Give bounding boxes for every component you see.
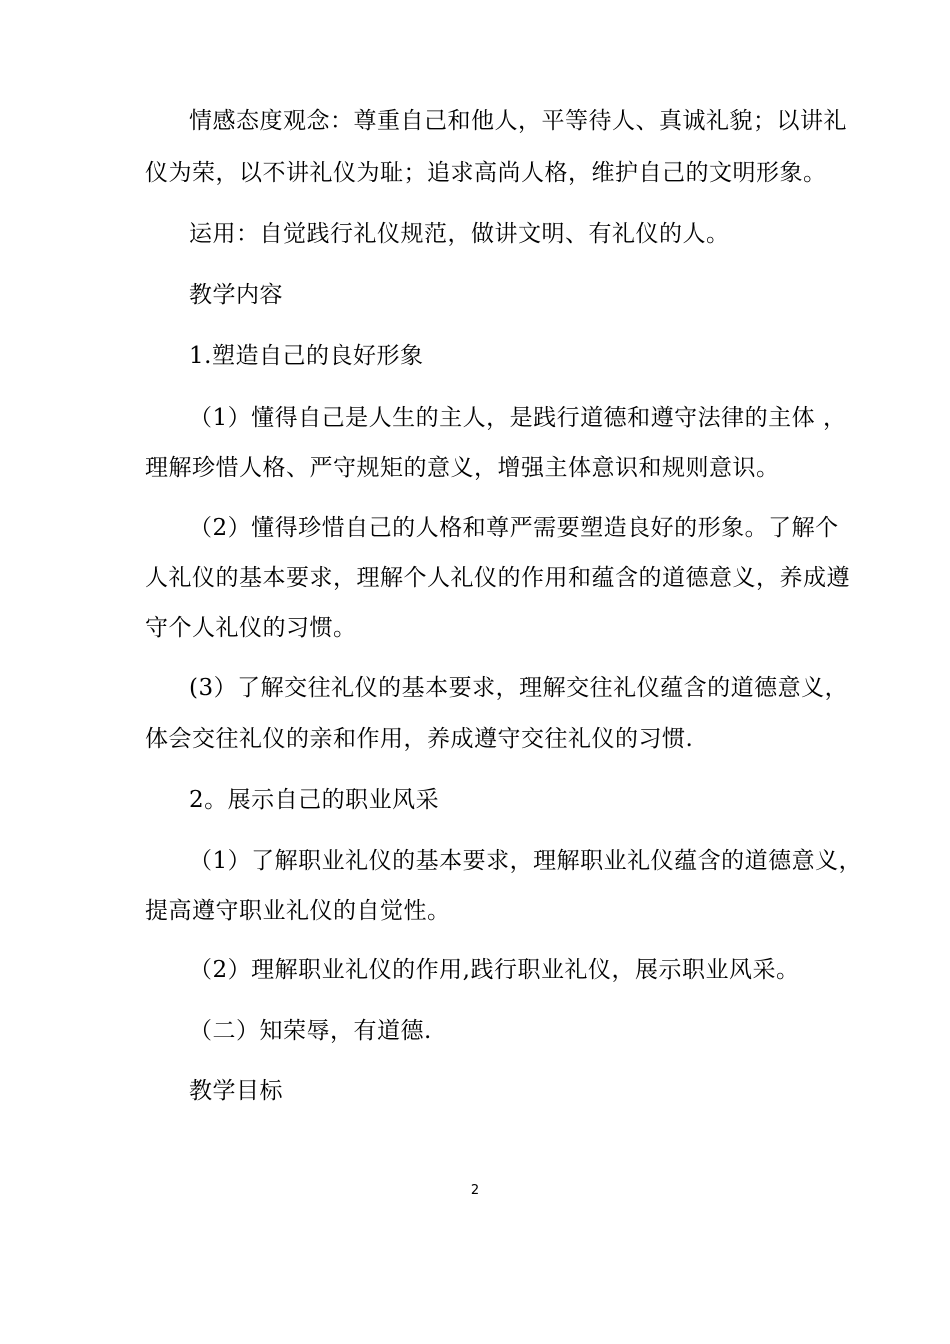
paragraph-line: （1）懂得自己是人生的主人，是践行道德和遵守法律的主体 ， bbox=[189, 405, 847, 431]
paragraph-line: 人礼仪的基本要求，理解个人礼仪的作用和蕴含的道德意义，养成遵 bbox=[145, 565, 850, 591]
paragraph-line: （1）了解职业礼仪的基本要求，理解职业礼仪蕴含的道德意义， bbox=[189, 848, 863, 874]
section-heading: 教学目标 bbox=[189, 1078, 283, 1104]
paragraph-line: 提高遵守职业礼仪的自觉性。 bbox=[145, 898, 451, 924]
paragraph-line: 运用：自觉践行礼仪规范，做讲文明、有礼仪的人。 bbox=[189, 221, 730, 247]
section-heading: （二）知荣辱，有道德. bbox=[189, 1018, 432, 1044]
paragraph-line: 理解珍惜人格、严守规矩的意义，增强主体意识和规则意识。 bbox=[145, 455, 780, 481]
subsection-heading: 1.塑造自己的良好形象 bbox=[189, 343, 424, 369]
paragraph-line: （2）理解职业礼仪的作用,践行职业礼仪，展示职业风采。 bbox=[189, 957, 800, 983]
paragraph-line: 体会交往礼仪的亲和作用，养成遵守交往礼仪的习惯. bbox=[145, 726, 694, 752]
section-heading: 教学内容 bbox=[189, 282, 283, 308]
paragraph-line: 仪为荣，以不讲礼仪为耻；追求高尚人格，维护自己的文明形象。 bbox=[145, 160, 827, 186]
paragraph-line: （2）懂得珍惜自己的人格和尊严需要塑造良好的形象。了解个 bbox=[189, 515, 839, 541]
paragraph-line: (3）了解交往礼仪的基本要求，理解交往礼仪蕴含的道德意义， bbox=[189, 675, 849, 701]
page-number: 2 bbox=[470, 1183, 480, 1198]
subsection-heading: 2。展示自己的职业风采 bbox=[189, 787, 440, 813]
paragraph-line: 守个人礼仪的习惯。 bbox=[145, 615, 357, 641]
paragraph-line: 情感态度观念：尊重自己和他人，平等待人、真诚礼貌；以讲礼 bbox=[189, 108, 847, 134]
